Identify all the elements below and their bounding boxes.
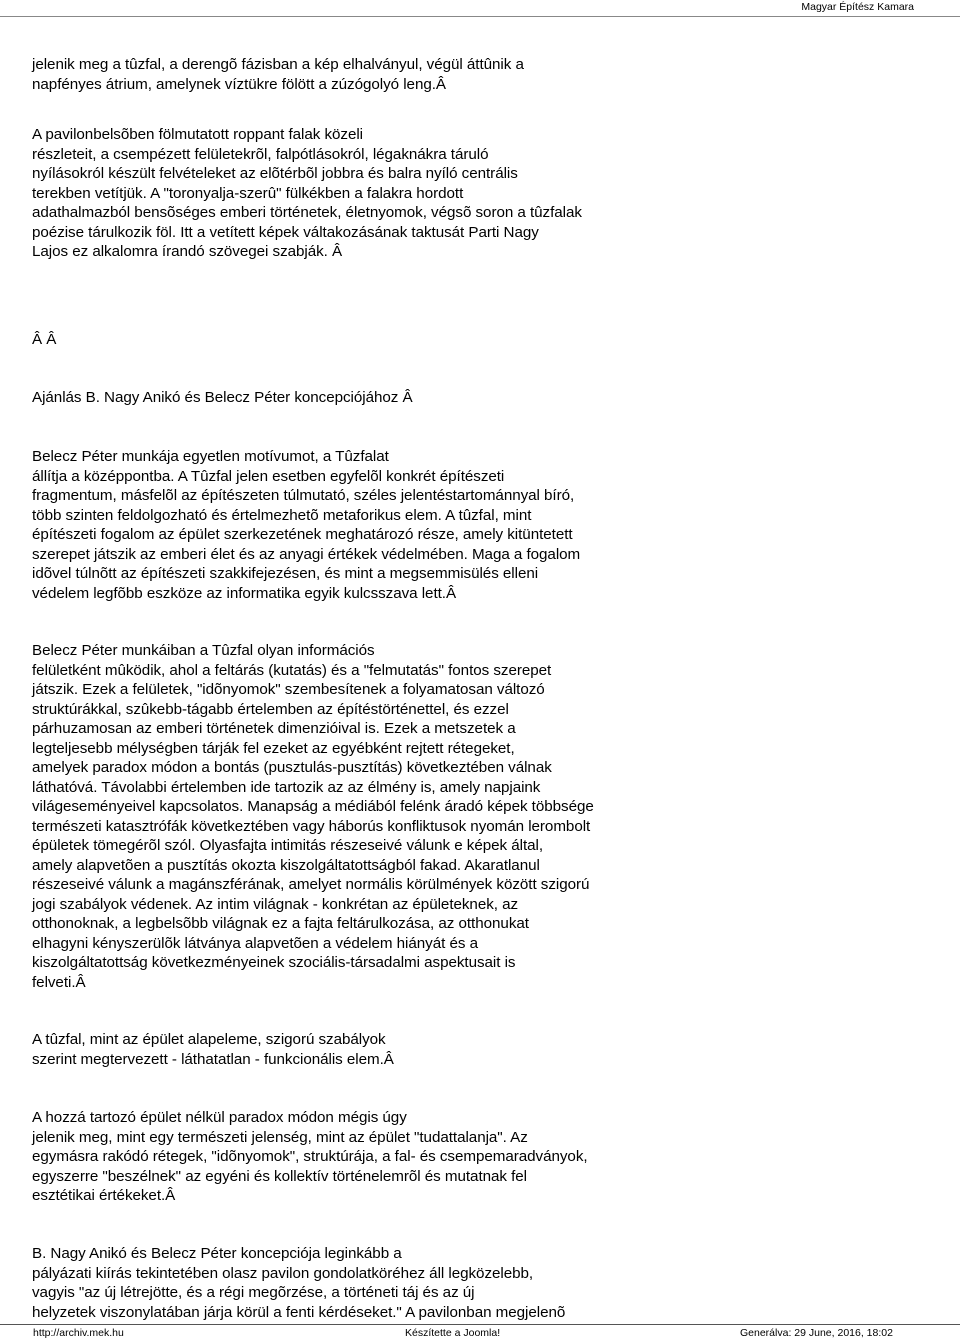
text-line: állítja a középpontba. A Tûzfal jelen esetben egyfelõl konkrét építészeti: [32, 467, 505, 485]
text-line: védelem legfõbb eszköze az informatika egyik kulcsszava lett.Â: [32, 584, 457, 602]
footer-made-with: Készítette a Joomla!: [405, 1327, 501, 1339]
footer-generated-date: Generálva: 29 June, 2016, 18:02: [740, 1327, 893, 1339]
site-title: Magyar Építész Kamara: [801, 1, 914, 13]
text-line: otthonoknak, a legbelsõbb világnak ez a fajta feltárulkozása, az otthonukat: [32, 915, 529, 932]
text-line: kiszolgáltatottság következményeinek szociális-társadalmi aspektusait is: [32, 954, 516, 971]
text-line: több szinten feldolgozható és értelmezhetõ metaforikus elem. A tûzfal, mint: [32, 506, 532, 524]
text-line: Belecz Péter munkáiban a Tûzfal olyan információs: [32, 642, 375, 659]
text-line: épületek tömegérõl szól. Olyasfajta intimitás részeseivé válunk e képek által,: [32, 837, 544, 854]
text-line: amely alapvetõen a pusztítás okozta kiszolgáltatottságból fakad. Akaratlanul: [32, 856, 540, 874]
text-line: A hozzá tartozó épület nélkül paradox módon mégis úgy: [32, 1109, 407, 1126]
text-line: Belecz Péter munkája egyetlen motívumot, a Tûzfalat: [32, 448, 389, 465]
paragraph: [32, 388, 413, 408]
text-line: játszik. Ezek a felületek, "idõnyomok" szembesítenek a folyamatosan változó: [32, 681, 545, 698]
text-line: A tûzfal, mint az épület alapeleme, szigorú szabályok: [32, 1031, 386, 1048]
text-line: amelyek paradox módon a bontás (pusztulás-pusztítás) következtében válnak: [32, 759, 552, 776]
text-line: láthatóvá. Távolabbi értelemben ide tartozik az az élmény is, amely napjaink: [32, 778, 541, 796]
paragraph: [32, 1244, 565, 1322]
footer-url-link[interactable]: http://archiv.mek.hu: [33, 1327, 124, 1339]
text-line: poézise tárulkozik föl. Itt a vetített képek váltakozásának taktusát Parti Nagy: [32, 223, 539, 241]
text-line: B. Nagy Anikó és Belecz Péter koncepciója leginkább a: [32, 1245, 402, 1262]
section-heading: Ajánlás B. Nagy Anikó és Belecz Péter koncepciójához Â: [32, 389, 413, 406]
paragraph: [32, 330, 56, 350]
paragraph: [32, 1108, 588, 1206]
text-line: esztétikai értékeket.Â: [32, 1187, 176, 1204]
text-line: építészeti fogalom az épület szerkezetének meghatározó része, amely kitüntetett: [32, 526, 573, 543]
text-line: fragmentum, másfelõl az építészeten túlmutató, széles jelentéstartománnyal bíró,: [32, 487, 575, 504]
text-line: Â Â: [32, 331, 57, 348]
text-line: A pavilonbelsõben fölmutatott roppant falak közeli: [32, 126, 363, 143]
text-line: struktúrákkal, szûkebb-tágabb értelemben az építéstörténettel, és ezzel: [32, 700, 509, 718]
text-line: jelenik meg a tûzfal, a derengõ fázisban a kép elhalványul, végül áttûnik a: [32, 56, 524, 73]
paragraph: [32, 641, 594, 992]
page-header: [0, 0, 960, 15]
text-line: terekben vetítjük. A "toronyalja-szerû" fülkékben a falakra hordott: [32, 184, 464, 202]
text-line: idõvel túlnõtt az építészeti szakkifejezésen, és mint a megsemmisülés elleni: [32, 565, 539, 582]
text-line: vagyis "az új létrejötte, és a régi megõrzése, a történeti táj és az új: [32, 1284, 475, 1301]
text-line: egymásra rakódó rétegek, "idõnyomok", struktúrája, a fal- és csempemaradványok,: [32, 1148, 588, 1165]
text-line: Lajos ez alkalomra írandó szövegei szabják. Â: [32, 243, 343, 260]
text-line: egyszerre "beszélnek" az egyéni és kollektív történelemrõl és mutatnak fel: [32, 1167, 528, 1185]
text-line: felületként mûködik, ahol a feltárás (kutatás) és a "felmutatás" fontos szerepet: [32, 661, 552, 679]
text-line: szerint megtervezett - láthatatlan - funkcionális elem.Â: [32, 1050, 394, 1068]
text-line: pályázati kiírás tekintetében olasz pavilon gondolatköréhez áll legközelebb,: [32, 1264, 534, 1282]
paragraph: [32, 447, 580, 603]
text-line: világeseményeivel kapcsolatos. Manapság a médiából felénk áradó képek többsége: [32, 798, 594, 815]
text-line: nyílásokról készült felvételeket az elõtérbõl jobbra és balra nyíló centrális: [32, 165, 518, 182]
text-line: részleteit, a csempézett felületekrõl, falpótlásokról, légaknákra táruló: [32, 145, 489, 163]
text-line: szerepet játszik az emberi élet és az anyagi értékek védelmében. Maga a fogalom: [32, 545, 581, 563]
text-line: helyzetek viszonylatában járja körül a fenti kérdéseket." A pavilonban megjelenõ: [32, 1303, 566, 1321]
paragraph: [32, 55, 524, 94]
page-footer: [0, 1324, 960, 1341]
text-line: legteljesebb mélységben tárják fel ezeket az egyébként rejtett rétegeket,: [32, 739, 515, 757]
text-line: jelenik meg, mint egy természeti jelenség, mint az épület "tudattalanja". Az: [32, 1128, 528, 1146]
text-line: párhuzamosan az emberi történetek dimenzióival is. Ezek a metszetek a: [32, 720, 516, 737]
text-line: felveti.Â: [32, 973, 86, 991]
text-line: adathalmazból bensõséges emberi történetek, életnyomok, végsõ soron a tûzfalak: [32, 204, 582, 221]
header-divider: [0, 16, 960, 17]
paragraph: [32, 125, 582, 262]
text-line: jogi szabályok védenek. Az intim világnak - konkrétan az épületeknek, az: [32, 895, 519, 913]
footer-divider: [0, 1324, 960, 1325]
text-line: részeseivé válunk a magánszférának, amelyet normális körülmények között szigorú: [32, 876, 590, 893]
text-line: napfényes átrium, amelynek víztükre fölött a zúzógolyó leng.Â: [32, 75, 446, 93]
text-line: természeti katasztrófák következtében vagy háborús konfliktusok nyomán lerombolt: [32, 817, 591, 835]
text-line: elhagyni kényszerülõk látványa alapvetõen a védelem hiányát és a: [32, 934, 478, 952]
paragraph: [32, 1030, 394, 1069]
